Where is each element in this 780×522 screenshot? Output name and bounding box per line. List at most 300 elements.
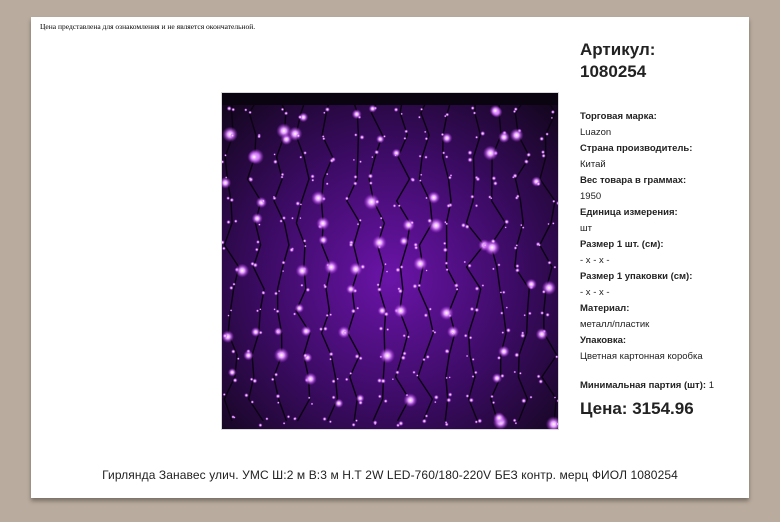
led-light <box>222 247 226 251</box>
led-light <box>326 314 329 317</box>
led-light <box>276 394 281 399</box>
led-light <box>541 150 545 154</box>
led-light <box>345 378 349 382</box>
led-light <box>343 331 347 335</box>
led-light <box>395 267 400 272</box>
led-light <box>417 284 421 288</box>
led-light <box>322 137 325 140</box>
led-light <box>472 358 475 361</box>
led-light <box>273 159 278 164</box>
led-light <box>422 358 426 362</box>
led-light <box>413 257 427 271</box>
led-light <box>547 223 549 225</box>
led-light <box>251 327 261 337</box>
led-light <box>377 287 382 292</box>
led-light <box>420 174 423 177</box>
led-light <box>501 331 504 334</box>
led-light <box>376 283 380 287</box>
led-light <box>355 419 358 422</box>
led-light <box>230 309 233 312</box>
led-light <box>293 312 296 315</box>
property-name: Единица измерения: <box>580 207 678 218</box>
led-light <box>243 350 253 360</box>
price-label: Цена: <box>580 399 628 418</box>
led-light <box>374 150 379 155</box>
led-light <box>289 247 294 252</box>
led-light <box>274 291 278 295</box>
led-light <box>434 401 437 404</box>
led-light <box>384 399 388 403</box>
led-light <box>497 263 500 266</box>
garland-image <box>222 93 558 429</box>
led-light <box>352 109 362 119</box>
led-light <box>256 309 259 312</box>
led-light <box>444 115 447 118</box>
led-light <box>500 374 504 378</box>
led-light <box>443 242 447 246</box>
led-light <box>359 160 362 163</box>
led-light <box>352 423 356 427</box>
led-light <box>326 173 329 176</box>
led-light <box>492 401 495 404</box>
led-light <box>490 395 494 399</box>
led-light <box>425 269 427 271</box>
led-light <box>252 213 263 224</box>
price-notice: Цена представлена для ознакомления и не является окончательной. <box>40 22 256 31</box>
led-light <box>349 372 352 375</box>
led-light <box>329 420 332 423</box>
property-list <box>580 109 740 365</box>
led-light <box>332 395 336 399</box>
led-light <box>492 373 502 383</box>
led-light <box>295 304 304 313</box>
led-light <box>303 239 307 243</box>
led-light <box>441 133 452 144</box>
led-light <box>469 398 474 403</box>
led-light <box>276 309 280 313</box>
led-light <box>439 306 453 320</box>
led-light <box>448 392 453 397</box>
led-light <box>274 373 278 377</box>
led-light <box>258 223 261 226</box>
min-lot-label: Минимальная партия (шт): <box>580 380 707 391</box>
led-light <box>467 264 471 268</box>
property-name: Страна производитель: <box>580 143 693 154</box>
led-light <box>400 113 403 116</box>
led-light <box>308 396 311 399</box>
led-light <box>529 396 532 399</box>
led-light <box>369 105 377 113</box>
led-light <box>515 244 518 247</box>
led-light <box>500 291 503 294</box>
product-photo <box>221 92 559 430</box>
led-light <box>539 136 544 141</box>
led-light <box>282 270 284 272</box>
led-light <box>226 220 230 224</box>
led-light <box>277 401 280 404</box>
led-light <box>273 308 276 311</box>
led-light <box>492 267 495 270</box>
led-light <box>402 219 414 231</box>
led-light <box>461 223 466 228</box>
led-light <box>445 377 448 380</box>
led-light <box>354 133 358 137</box>
led-light <box>226 196 230 200</box>
led-light <box>424 313 429 318</box>
led-light <box>520 333 525 338</box>
led-light <box>442 151 445 154</box>
led-light <box>538 379 543 384</box>
led-light <box>231 349 236 354</box>
led-light <box>298 115 302 119</box>
led-light <box>446 398 451 403</box>
led-light <box>252 378 257 383</box>
led-light <box>526 152 531 157</box>
led-light <box>520 224 523 227</box>
led-light <box>231 108 235 112</box>
led-light <box>295 201 300 206</box>
led-light <box>234 219 238 223</box>
led-light <box>545 132 549 136</box>
led-light <box>401 355 406 360</box>
led-light <box>454 283 459 288</box>
led-light <box>301 326 312 337</box>
led-light <box>428 191 441 204</box>
led-light <box>445 261 449 265</box>
led-light <box>281 261 285 265</box>
led-light <box>552 222 555 225</box>
led-light <box>326 182 329 185</box>
led-light <box>523 314 526 317</box>
led-light <box>368 173 373 178</box>
led-light <box>418 116 421 119</box>
led-light <box>554 396 556 398</box>
led-light <box>526 279 537 290</box>
led-light <box>433 331 436 334</box>
led-light <box>542 290 546 294</box>
led-light <box>247 150 261 164</box>
property-name: Материал: <box>580 303 630 314</box>
led-light <box>466 355 469 358</box>
led-light <box>349 262 362 275</box>
led-light <box>284 111 288 115</box>
led-light <box>475 136 478 139</box>
led-light <box>277 330 280 333</box>
led-light <box>498 346 510 358</box>
led-light <box>528 312 532 316</box>
led-light <box>426 355 430 359</box>
led-light <box>445 222 448 225</box>
led-light <box>325 107 330 112</box>
price <box>580 398 740 420</box>
led-light <box>316 217 329 230</box>
led-light <box>273 196 275 198</box>
led-light <box>536 328 548 340</box>
led-light <box>446 204 450 208</box>
led-light <box>514 352 519 357</box>
property-name: Упаковка: <box>580 335 627 346</box>
led-light <box>376 135 385 144</box>
led-light <box>336 378 339 381</box>
property-value: металл/пластик <box>580 319 650 330</box>
led-light <box>374 422 377 425</box>
led-light <box>296 264 309 277</box>
led-light <box>386 270 389 273</box>
led-light <box>412 284 417 289</box>
led-light <box>300 284 303 287</box>
property-value: шт <box>580 223 592 234</box>
led-light <box>233 378 238 383</box>
led-light <box>256 197 267 208</box>
led-light <box>443 247 448 252</box>
property-value: - x - x - <box>580 287 610 298</box>
led-light <box>371 156 373 158</box>
led-light <box>477 418 482 423</box>
led-light <box>552 200 555 203</box>
led-light <box>223 333 228 338</box>
led-light <box>251 400 255 404</box>
led-light <box>257 135 261 139</box>
led-light <box>410 221 414 225</box>
led-light <box>322 417 326 421</box>
led-light <box>353 181 358 186</box>
led-light <box>353 175 357 179</box>
led-light <box>304 373 317 386</box>
led-light <box>303 353 308 358</box>
led-light <box>419 155 422 158</box>
led-light <box>451 332 454 335</box>
led-light <box>261 199 265 203</box>
led-light <box>420 108 423 111</box>
led-light <box>428 218 443 233</box>
led-light <box>540 311 544 315</box>
led-light <box>281 108 285 112</box>
led-light <box>506 328 511 333</box>
led-light <box>379 326 384 331</box>
led-light <box>306 287 311 292</box>
led-light <box>445 422 449 426</box>
led-light <box>447 326 459 338</box>
led-light <box>515 264 519 268</box>
led-light <box>493 412 505 424</box>
property-value: Цветная картонная коробка <box>580 351 703 362</box>
led-light <box>466 394 470 398</box>
led-light <box>331 379 335 383</box>
led-light <box>506 306 509 309</box>
led-light <box>414 246 418 250</box>
led-light <box>472 375 475 378</box>
led-light <box>329 313 332 316</box>
led-light <box>223 393 226 396</box>
led-light <box>553 266 556 269</box>
property-value: Китай <box>580 159 606 170</box>
led-light <box>480 131 485 136</box>
led-light <box>273 153 276 156</box>
led-light <box>351 309 356 314</box>
led-light <box>278 290 280 292</box>
led-light <box>450 174 453 177</box>
led-light <box>329 352 334 357</box>
led-light <box>394 304 408 318</box>
led-light <box>230 133 234 137</box>
led-light <box>346 284 356 294</box>
led-light <box>505 226 507 228</box>
led-light <box>359 135 364 140</box>
led-light <box>228 368 237 377</box>
led-light <box>282 216 286 220</box>
led-light <box>425 414 429 418</box>
led-light <box>227 106 232 111</box>
led-light <box>398 204 401 207</box>
product-sheet <box>31 17 749 498</box>
led-light <box>372 235 386 249</box>
led-light <box>386 328 389 331</box>
led-light <box>536 182 541 187</box>
led-light <box>510 128 524 142</box>
led-light <box>369 181 373 185</box>
led-light <box>522 226 525 229</box>
led-light <box>475 204 479 208</box>
led-light <box>265 417 268 420</box>
led-light <box>491 239 496 244</box>
led-light <box>545 313 549 317</box>
property-name: Торговая марка: <box>580 111 657 122</box>
led-light <box>271 378 275 382</box>
led-light <box>359 356 363 360</box>
property-value: 1950 <box>580 191 602 202</box>
led-light <box>402 334 406 338</box>
led-light <box>400 265 404 269</box>
led-light <box>356 307 359 310</box>
led-light <box>377 378 382 383</box>
led-light <box>474 308 479 313</box>
led-light <box>299 156 302 159</box>
led-light <box>403 393 417 407</box>
min-lot-value: 1 <box>708 380 714 391</box>
led-light <box>402 351 406 355</box>
led-light <box>255 248 259 252</box>
led-light <box>248 111 252 115</box>
led-light <box>504 219 509 224</box>
price-value: 3154.96 <box>632 399 694 418</box>
led-light <box>419 179 422 182</box>
led-light <box>394 154 397 157</box>
led-light <box>375 199 380 204</box>
led-light <box>521 398 526 403</box>
led-light <box>311 179 314 182</box>
led-light <box>244 393 249 398</box>
led-light <box>490 197 493 200</box>
led-light <box>291 217 294 220</box>
led-light <box>227 314 229 316</box>
led-light <box>493 181 498 186</box>
led-light <box>394 107 399 112</box>
led-light <box>244 108 247 111</box>
led-light <box>456 288 459 291</box>
led-light <box>541 154 545 158</box>
led-light <box>515 422 518 425</box>
led-light <box>299 217 301 219</box>
led-light <box>323 112 326 115</box>
led-light <box>524 159 529 164</box>
led-light <box>513 173 518 178</box>
led-light <box>407 335 410 338</box>
led-light <box>359 219 362 222</box>
led-light <box>380 217 383 220</box>
property-name: Вес товара в граммах: <box>580 175 687 186</box>
led-light <box>513 371 516 374</box>
led-light <box>303 151 307 155</box>
led-light <box>463 261 466 264</box>
led-light <box>249 177 252 180</box>
product-info <box>580 39 740 420</box>
led-light <box>334 399 343 408</box>
led-light <box>274 348 289 363</box>
led-light <box>319 235 329 245</box>
property-value: Luazon <box>580 127 612 138</box>
led-light <box>538 244 541 247</box>
led-light <box>474 371 478 375</box>
led-light <box>429 307 432 310</box>
led-light <box>551 110 555 114</box>
led-light <box>229 286 233 290</box>
led-light <box>434 395 439 400</box>
led-light <box>222 127 238 143</box>
led-light <box>515 196 519 200</box>
led-light <box>551 117 553 119</box>
led-light <box>392 378 394 380</box>
led-light <box>237 357 240 360</box>
led-light <box>293 417 297 421</box>
led-light <box>424 155 428 159</box>
led-light <box>424 131 427 134</box>
led-light <box>304 245 307 248</box>
led-light <box>384 263 387 266</box>
led-light <box>330 158 335 163</box>
led-light <box>411 178 416 183</box>
led-light <box>319 327 323 331</box>
led-light <box>416 374 419 377</box>
led-light <box>329 358 332 361</box>
led-light <box>224 154 227 157</box>
led-light <box>422 419 427 424</box>
led-light <box>470 307 475 312</box>
article-number: 1080254 <box>580 62 647 81</box>
led-light <box>287 415 291 419</box>
led-light <box>283 422 286 425</box>
led-light <box>492 176 497 181</box>
led-light <box>464 334 468 338</box>
led-light <box>483 146 498 161</box>
led-light <box>445 155 449 159</box>
led-light <box>379 226 382 229</box>
led-light <box>467 150 472 155</box>
led-light <box>311 403 314 406</box>
led-light <box>537 374 541 378</box>
property-name: Размер 1 упаковки (см): <box>580 271 693 282</box>
led-light <box>324 260 338 274</box>
led-light <box>288 127 302 141</box>
led-light <box>470 195 474 199</box>
article-label: Артикул: <box>580 40 656 59</box>
led-light <box>280 176 283 179</box>
min-lot <box>580 379 740 393</box>
led-light <box>425 197 428 200</box>
led-light <box>259 308 261 310</box>
led-light <box>403 137 406 140</box>
led-light <box>230 198 235 203</box>
led-light <box>378 306 387 315</box>
